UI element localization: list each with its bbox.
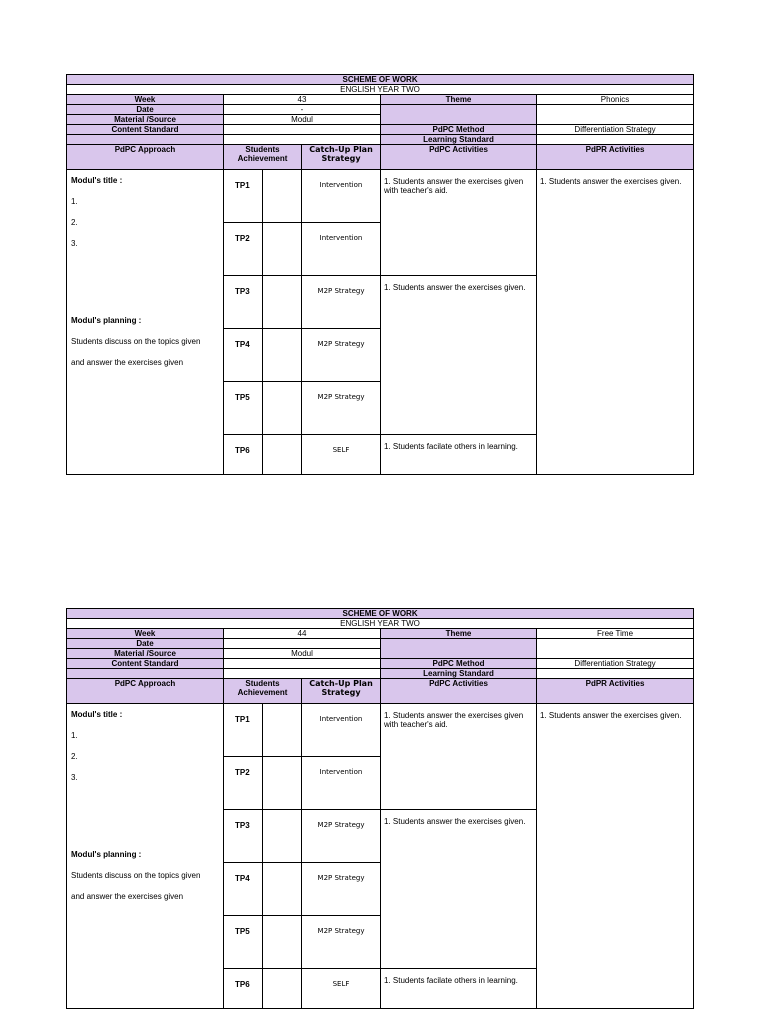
pdpr-activity: 1. Students answer the exercises given. bbox=[537, 704, 694, 1009]
pdpc-activity-facilitate: 1. Students facilate others in learning. bbox=[381, 435, 537, 475]
tp-label: TP5 bbox=[224, 382, 263, 435]
pdpr-activities-label: PdPR Activities bbox=[537, 145, 694, 170]
content-standard-value bbox=[224, 125, 381, 135]
tp-label: TP1 bbox=[224, 704, 263, 757]
learning-standard-value bbox=[537, 669, 694, 679]
planning-line-2: and answer the exercises given bbox=[71, 358, 184, 367]
theme-lower-cell bbox=[381, 639, 537, 659]
tp-label: TP4 bbox=[224, 863, 263, 916]
catchup-strategy: Intervention bbox=[302, 223, 381, 276]
content-extra-cell bbox=[67, 135, 224, 145]
modul-item-1: 1. bbox=[71, 731, 78, 740]
tp-label: TP2 bbox=[224, 757, 263, 810]
pdpc-activity-aided: 1. Students answer the exercises given with teacher's aid. bbox=[381, 704, 537, 810]
scheme-of-work-table bbox=[66, 608, 694, 1009]
catchup-plan-label: Catch-Up Plan Strategy bbox=[302, 145, 381, 170]
catchup-strategy: M2P Strategy bbox=[302, 382, 381, 435]
tp-score-cell bbox=[263, 382, 302, 435]
theme-value: Free Time bbox=[537, 629, 694, 639]
tp-score-cell bbox=[263, 435, 302, 475]
catchup-strategy: Intervention bbox=[302, 704, 381, 757]
tp-score-cell bbox=[263, 276, 302, 329]
tp-label: TP3 bbox=[224, 276, 263, 329]
sow-title: SCHEME OF WORK bbox=[342, 609, 418, 618]
scheme-of-work-week-44 bbox=[66, 608, 693, 1009]
date-value bbox=[224, 639, 381, 649]
pdpc-method-label: PdPC Method bbox=[381, 125, 537, 135]
catchup-strategy: M2P Strategy bbox=[302, 329, 381, 382]
theme-value: Phonics bbox=[537, 95, 694, 105]
catchup-strategy: Intervention bbox=[302, 170, 381, 223]
modul-item-3: 3. bbox=[71, 773, 78, 782]
theme-value-lower-cell bbox=[537, 105, 694, 125]
material-value: Modul bbox=[224, 649, 381, 659]
week-value: 44 bbox=[224, 629, 381, 639]
modul-planning-label: Modul's planning : bbox=[71, 850, 142, 859]
tp-row bbox=[67, 170, 694, 223]
planning-line-1: Students discuss on the topics given bbox=[71, 337, 201, 346]
sow-title: SCHEME OF WORK bbox=[342, 75, 418, 84]
date-label: Date bbox=[67, 639, 224, 649]
tp-score-cell bbox=[263, 810, 302, 863]
subtitle-cell bbox=[67, 619, 694, 629]
title-cell bbox=[67, 609, 694, 619]
catchup-strategy: M2P Strategy bbox=[302, 810, 381, 863]
tp-score-cell bbox=[263, 329, 302, 382]
tp-label: TP2 bbox=[224, 223, 263, 276]
tp-score-cell bbox=[263, 704, 302, 757]
material-value: Modul bbox=[224, 115, 381, 125]
title-cell bbox=[67, 75, 694, 85]
pdpr-activity: 1. Students answer the exercises given. bbox=[537, 170, 694, 475]
catchup-strategy: M2P Strategy bbox=[302, 916, 381, 969]
pdpc-method-label: PdPC Method bbox=[381, 659, 537, 669]
content-extra-value bbox=[224, 669, 381, 679]
catchup-strategy: M2P Strategy bbox=[302, 863, 381, 916]
modul-item-2: 2. bbox=[71, 218, 78, 227]
theme-label: Theme bbox=[381, 629, 537, 639]
content-standard-value bbox=[224, 659, 381, 669]
material-label: Material /Source bbox=[67, 115, 224, 125]
theme-label: Theme bbox=[381, 95, 537, 105]
modul-details-cell bbox=[67, 704, 224, 1009]
tp-score-cell bbox=[263, 916, 302, 969]
pdpr-activities-label: PdPR Activities bbox=[537, 679, 694, 704]
tp-label: TP1 bbox=[224, 170, 263, 223]
modul-item-1: 1. bbox=[71, 197, 78, 206]
planning-line-1: Students discuss on the topics given bbox=[71, 871, 201, 880]
tp-score-cell bbox=[263, 863, 302, 916]
material-label: Material /Source bbox=[67, 649, 224, 659]
theme-lower-cell bbox=[381, 105, 537, 125]
content-extra-value bbox=[224, 135, 381, 145]
pdpc-method-value: Differentiation Strategy bbox=[537, 125, 694, 135]
tp-row bbox=[67, 704, 694, 757]
week-label: Week bbox=[67, 629, 224, 639]
scheme-of-work-table bbox=[66, 74, 694, 475]
modul-title-label: Modul's title : bbox=[71, 710, 123, 719]
content-extra-cell bbox=[67, 669, 224, 679]
tp-score-cell bbox=[263, 969, 302, 1009]
pdpc-activity-facilitate: 1. Students facilate others in learning. bbox=[381, 969, 537, 1009]
tp-score-cell bbox=[263, 170, 302, 223]
sow-subtitle: ENGLISH YEAR TWO bbox=[340, 619, 420, 628]
catchup-strategy: SELF bbox=[302, 969, 381, 1009]
sow-subtitle: ENGLISH YEAR TWO bbox=[340, 85, 420, 94]
catchup-strategy: SELF bbox=[302, 435, 381, 475]
week-value: 43 bbox=[224, 95, 381, 105]
catchup-strategy: M2P Strategy bbox=[302, 276, 381, 329]
content-standard-label: Content Standard bbox=[67, 659, 224, 669]
tp-score-cell bbox=[263, 223, 302, 276]
pdpc-method-value: Differentiation Strategy bbox=[537, 659, 694, 669]
pdpc-activity-independent: 1. Students answer the exercises given. bbox=[381, 810, 537, 969]
catchup-plan-label: Catch-Up Plan Strategy bbox=[302, 679, 381, 704]
content-standard-label: Content Standard bbox=[67, 125, 224, 135]
tp-score-cell bbox=[263, 757, 302, 810]
pdpc-approach-label: PdPC Approach bbox=[67, 679, 224, 704]
theme-value-lower-cell bbox=[537, 639, 694, 659]
catchup-strategy: Intervention bbox=[302, 757, 381, 810]
subtitle-cell bbox=[67, 85, 694, 95]
learning-standard-value bbox=[537, 135, 694, 145]
scheme-of-work-week-43 bbox=[66, 74, 693, 475]
pdpc-activities-label: PdPC Activities bbox=[381, 145, 537, 170]
students-achievement-label: Students Achievement bbox=[224, 145, 302, 170]
learning-standard-label: Learning Standard bbox=[381, 135, 537, 145]
pdpc-activity-aided: 1. Students answer the exercises given with teacher's aid. bbox=[381, 170, 537, 276]
tp-label: TP5 bbox=[224, 916, 263, 969]
date-value: - bbox=[224, 105, 381, 115]
modul-item-3: 3. bbox=[71, 239, 78, 248]
modul-title-label: Modul's title : bbox=[71, 176, 123, 185]
tp-label: TP3 bbox=[224, 810, 263, 863]
planning-line-2: and answer the exercises given bbox=[71, 892, 184, 901]
modul-item-2: 2. bbox=[71, 752, 78, 761]
week-label: Week bbox=[67, 95, 224, 105]
tp-label: TP4 bbox=[224, 329, 263, 382]
learning-standard-label: Learning Standard bbox=[381, 669, 537, 679]
pdpc-activity-independent: 1. Students answer the exercises given. bbox=[381, 276, 537, 435]
tp-label: TP6 bbox=[224, 969, 263, 1009]
date-label: Date bbox=[67, 105, 224, 115]
students-achievement-label: Students Achievement bbox=[224, 679, 302, 704]
pdpc-activities-label: PdPC Activities bbox=[381, 679, 537, 704]
pdpc-approach-label: PdPC Approach bbox=[67, 145, 224, 170]
modul-details-cell bbox=[67, 170, 224, 475]
modul-planning-label: Modul's planning : bbox=[71, 316, 142, 325]
tp-label: TP6 bbox=[224, 435, 263, 475]
